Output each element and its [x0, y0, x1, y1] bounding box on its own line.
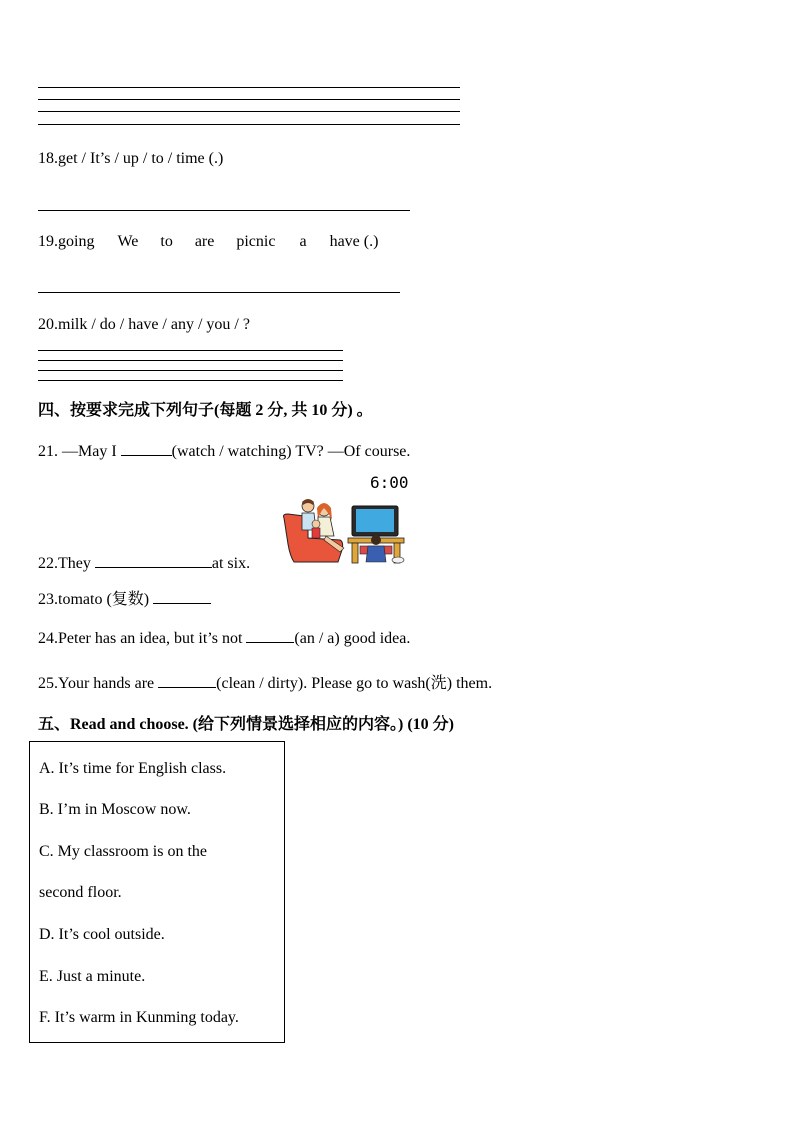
blank-22[interactable] [95, 553, 212, 568]
q19-word: to [160, 233, 173, 250]
q21-prefix: 21. —May I [38, 443, 121, 460]
family-watching-tv-illustration [282, 496, 408, 566]
q22-suffix: at six. [211, 555, 251, 572]
q19-word: We [117, 233, 139, 250]
option-b: B. I’m in Moscow now. [39, 801, 191, 818]
question-18: 18.get / It’s / up / to / time (.) [38, 150, 224, 167]
q23-text: 23.tomato (复数) [38, 591, 154, 608]
options-box [29, 741, 285, 1043]
question-20: 20.milk / do / have / any / you / ? [38, 316, 250, 333]
section-4-title: 四、按要求完成下列句子(每题 2 分, 共 10 分) 。 [38, 402, 373, 419]
q24-prefix: 24.Peter has an idea, but it’s not [38, 630, 247, 647]
blank-21[interactable] [121, 441, 172, 456]
q22-prefix: 22.They [38, 555, 95, 572]
blank-25[interactable] [158, 673, 216, 688]
clock-time: 6:00 [370, 473, 409, 492]
answer-line [38, 87, 460, 88]
question-21 [38, 441, 410, 461]
option-c: C. My classroom is on the [39, 843, 207, 860]
q19-word: going [58, 233, 95, 250]
answer-line-19[interactable] [38, 292, 400, 293]
option-e: E. Just a minute. [39, 968, 146, 985]
question-23 [38, 586, 211, 609]
blank-24[interactable] [246, 628, 294, 643]
section-5-title: 五、Read and choose. (给下列情景选择相应的内容。) (10 分) [38, 716, 454, 733]
question-22 [38, 553, 250, 573]
answer-line-20[interactable] [38, 360, 343, 361]
q25-suffix: (clean / dirty). Please go to wash(洗) them. [216, 675, 493, 692]
question-25 [38, 670, 492, 693]
q24-suffix: (an / a) good idea. [294, 630, 411, 647]
option-d: D. It’s cool outside. [39, 926, 165, 943]
question-24 [38, 628, 410, 648]
option-a: A. It’s time for English class. [39, 760, 227, 777]
blank-23[interactable] [153, 589, 211, 604]
answer-line-20[interactable] [38, 380, 343, 381]
q19-word: are [194, 233, 215, 250]
q19-word: a [299, 233, 307, 250]
answer-line-20[interactable] [38, 370, 343, 371]
q19-word: picnic [236, 233, 276, 250]
option-f: F. It’s warm in Kunming today. [39, 1009, 239, 1026]
q19-number: 19. [38, 233, 58, 250]
q19-word: have (.) [329, 233, 379, 250]
answer-line [38, 111, 460, 112]
option-c-continued: second floor. [39, 884, 122, 901]
question-19 [38, 233, 378, 251]
answer-line [38, 124, 460, 125]
answer-line-18[interactable] [38, 210, 410, 211]
q21-suffix: (watch / watching) TV? —Of course. [171, 443, 411, 460]
q25-prefix: 25.Your hands are [38, 675, 159, 692]
answer-line-20[interactable] [38, 350, 343, 351]
answer-line [38, 99, 460, 100]
